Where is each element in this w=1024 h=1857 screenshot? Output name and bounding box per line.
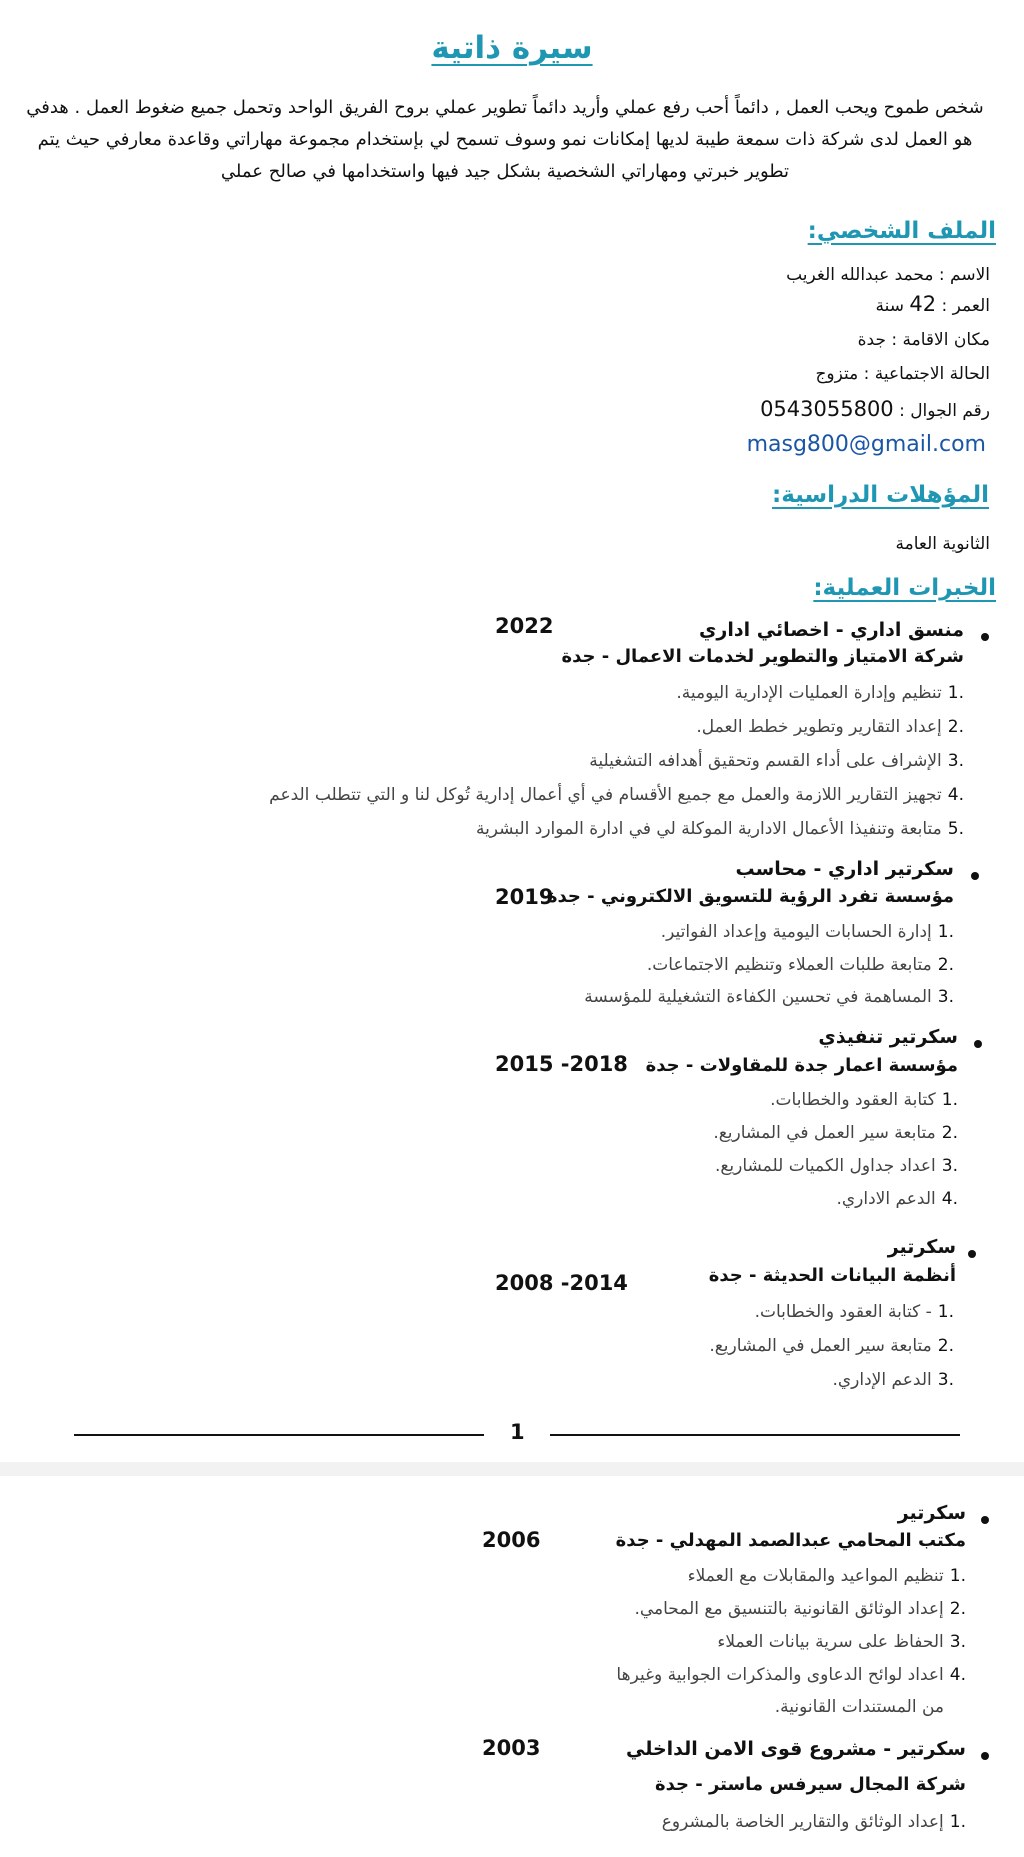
duty-number: .2 [937, 1336, 954, 1356]
duty-number: .1 [947, 683, 964, 703]
mobile-label: رقم الجوال : [899, 401, 990, 421]
age-label: العمر : [941, 296, 990, 316]
page-number: 1 [510, 1420, 525, 1444]
job-year: 2003 [482, 1736, 541, 1760]
duty-number: .1 [949, 1812, 966, 1832]
duty-item: .3المساهمة في تحسين الكفاءة التشغيلية للمؤسسة [584, 987, 954, 1007]
job-year: 2006 [482, 1528, 541, 1552]
job-company: مكتب المحامي عبدالصمد المهدلي - جدة [615, 1530, 966, 1551]
profile-name [786, 265, 990, 285]
job-title: سكرتير - مشروع قوى الامن الداخلي [625, 1738, 966, 1760]
duty-number: .1 [949, 1566, 966, 1586]
duty-number: .4 [941, 1189, 958, 1209]
job-title: سكرتير [897, 1502, 966, 1524]
duty-item: .3الدعم الإداري. [832, 1370, 954, 1390]
job-company: أنظمة البيانات الحديثة - جدة [708, 1265, 956, 1286]
duty-item: .3اعداد جداول الكميات للمشاريع. [714, 1156, 958, 1176]
email-link[interactable]: masg800@gmail.com [746, 432, 986, 457]
name-label: الاسم : [938, 265, 990, 285]
job-bullet [974, 1040, 982, 1048]
duty-item: .2متابعة سير العمل في المشاريع. [709, 1336, 954, 1356]
job-company: مؤسسة اعمار جدة للمقاولات - جدة [645, 1055, 958, 1076]
duty-item: .4اعداد لوائح الدعاوى والمذكرات الجوابية وغيرها [616, 1665, 966, 1685]
duty-number: .3 [937, 1370, 954, 1390]
duty-number: .5 [947, 819, 964, 839]
job-bullet [981, 1516, 989, 1524]
residence-value: جدة [857, 330, 886, 350]
name-value: محمد عبدالله الغريب [786, 265, 934, 285]
profile-marital [815, 364, 990, 384]
duty-number: .2 [941, 1123, 958, 1143]
duty-item: .1تنظيم وإدارة العمليات الإدارية اليومية. [676, 683, 964, 703]
job-company: شركة الامتياز والتطوير لخدمات الاعمال - جدة [561, 646, 964, 667]
duty-item: .2متابعة طلبات العملاء وتنظيم الاجتماعات. [646, 955, 954, 975]
age-unit: سنة [875, 296, 904, 316]
education-value: الثانوية العامة [895, 534, 990, 554]
duty-item: .1كتابة العقود والخطابات. [770, 1090, 958, 1110]
marital-label: الحالة الاجتماعية : [863, 364, 990, 384]
duty-item: .4الدعم الاداري. [836, 1189, 958, 1209]
duty-number: .3 [941, 1156, 958, 1176]
duty-number: .3 [949, 1632, 966, 1652]
footer-line-right [550, 1434, 960, 1436]
job-year: 2015 -2018 [495, 1052, 628, 1076]
duty-number: .4 [947, 785, 964, 805]
duty-item: .2إعداد الوثائق القانونية بالتنسيق مع المحامي. [634, 1599, 966, 1619]
duty-item: .2متابعة سير العمل في المشاريع. [713, 1123, 958, 1143]
duty-item: .3الحفاظ على سرية بيانات العملاء [717, 1632, 966, 1652]
marital-value: متزوج [815, 364, 859, 384]
job-bullet [968, 1250, 976, 1258]
profile-heading: الملف الشخصي: [807, 218, 996, 244]
duty-item: .2إعداد التقارير وتطوير خطط العمل. [696, 717, 964, 737]
duty-number: .3 [937, 987, 954, 1007]
duty-number: .1 [937, 1302, 954, 1322]
profile-residence [858, 330, 990, 350]
experience-heading: الخبرات العملية: [813, 575, 996, 601]
duty-item: .5متابعة وتنفيذا الأعمال الادارية الموكلة لي في ادارة الموارد البشرية [475, 819, 964, 839]
job-year: 2022 [495, 614, 554, 638]
profile-age [876, 292, 991, 316]
job-bullet [981, 633, 989, 641]
duty-item: .1تنظيم المواعيد والمقابلات مع العملاء [687, 1566, 966, 1586]
duty-number: .1 [941, 1090, 958, 1110]
duty-number: .3 [947, 751, 964, 771]
duty-item: .4تجهيز التقارير اللازمة والعمل مع جميع الأقسام في أي أعمال إدارية تُوكل لنا و التي تتطلب الدعم [269, 785, 964, 805]
footer-line-left [74, 1434, 484, 1436]
job-company: شركة المجال سيرفس ماستر - جدة [654, 1774, 966, 1795]
profile-mobile [760, 397, 990, 421]
summary-paragraph: شخص طموح ويحب العمل , دائماً أحب رفع عملي وأريد دائماً تطوير عملي بروح الفريق الواحد وتحمل جميع ضغوط العمل . هدفي هو العمل لدى شركة ذات سمعة طيبة لديها إمكانات نمو وسوف تسمح لي بإستخدام مجموعة مهاراتي وقاعدة معارفي حيث يتم تطوير خبرتي ومهاراتي الشخصية بشكل جيد فيها واستخدامها في صالح عملي [26, 97, 984, 182]
job-year: 2008 -2014 [495, 1271, 628, 1295]
duty-number: .2 [937, 955, 954, 975]
duty-number: .1 [937, 922, 954, 942]
duty-item: .3الإشراف على أداء القسم وتحقيق أهدافه التشغيلية [589, 751, 964, 771]
education-heading: المؤهلات الدراسية: [772, 482, 989, 508]
job-title: سكرتير [887, 1236, 956, 1258]
job-title: سكرتير اداري - محاسب [735, 858, 954, 880]
age-number: 42 [909, 292, 937, 316]
duty-item: .1- كتابة العقود والخطابات. [754, 1302, 954, 1322]
duty-item-continued: من المستندات القانونية. [774, 1697, 944, 1717]
job-bullet [971, 872, 979, 880]
job-company: مؤسسة تفرد الرؤية للتسويق الالكتروني - جدة [546, 886, 954, 907]
job-bullet [981, 1752, 989, 1760]
duty-number: .4 [949, 1665, 966, 1685]
job-title: منسق اداري - اخصائي اداري [699, 619, 964, 641]
duty-item: .1إعداد الوثائق والتقارير الخاصة بالمشروع [661, 1812, 966, 1832]
residence-label: مكان الاقامة : [891, 330, 990, 350]
page-2 [0, 1476, 1024, 1857]
page-title: سيرة ذاتية [431, 30, 593, 66]
job-title: سكرتير تنفيذي [818, 1026, 958, 1048]
duty-number: .2 [947, 717, 964, 737]
duty-number: .2 [949, 1599, 966, 1619]
mobile-value: 0543055800 [760, 397, 894, 421]
job-year: 2019 [495, 885, 554, 909]
duty-item: .1إدارة الحسابات اليومية وإعداد الفواتير. [660, 922, 954, 942]
